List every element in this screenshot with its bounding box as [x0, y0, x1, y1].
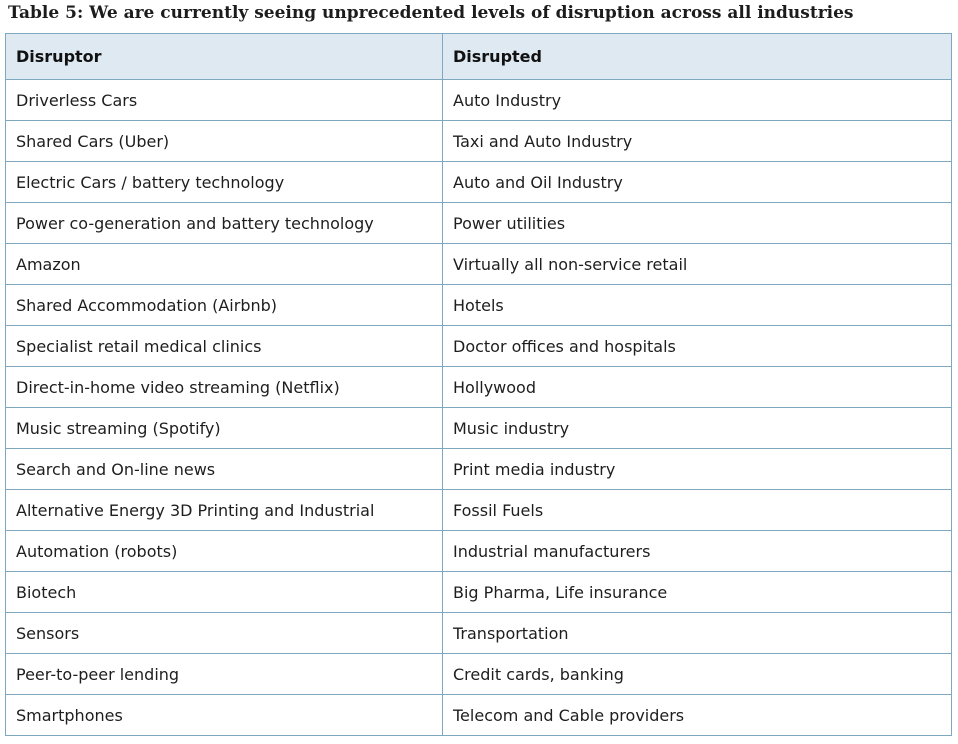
table-row: [6, 162, 952, 203]
disruptor-cell: Specialist retail medical clinics: [6, 326, 443, 367]
table-header-row: [6, 34, 952, 80]
disrupted-cell: Virtually all non-service retail: [443, 244, 952, 285]
table-row: [6, 654, 952, 695]
table-caption: Table 5: We are currently seeing unprecedented levels of disruption across all industries: [8, 3, 854, 23]
table-row: [6, 531, 952, 572]
table-row: [6, 80, 952, 121]
table-row: [6, 367, 952, 408]
disruptor-cell: Shared Cars (Uber): [6, 121, 443, 162]
disruptor-cell: Peer-to-peer lending: [6, 654, 443, 695]
table-row: [6, 449, 952, 490]
disrupted-cell: Print media industry: [443, 449, 952, 490]
disruptor-cell: Smartphones: [6, 695, 443, 736]
disruptor-cell: Driverless Cars: [6, 80, 443, 121]
table-row: [6, 490, 952, 531]
disrupted-cell: Fossil Fuels: [443, 490, 952, 531]
table-row: [6, 408, 952, 449]
column-header-disruptor: Disruptor: [6, 34, 443, 80]
disrupted-cell: Hollywood: [443, 367, 952, 408]
disruptor-cell: Power co-generation and battery technology: [6, 203, 443, 244]
disrupted-cell: Music industry: [443, 408, 952, 449]
disrupted-cell: Big Pharma, Life insurance: [443, 572, 952, 613]
table-row: [6, 572, 952, 613]
disrupted-cell: Credit cards, banking: [443, 654, 952, 695]
table-row: [6, 285, 952, 326]
disrupted-cell: Taxi and Auto Industry: [443, 121, 952, 162]
table-row: [6, 326, 952, 367]
disrupted-cell: Telecom and Cable providers: [443, 695, 952, 736]
disrupted-cell: Transportation: [443, 613, 952, 654]
disruptor-cell: Electric Cars / battery technology: [6, 162, 443, 203]
disruptor-cell: Direct-in-home video streaming (Netflix): [6, 367, 443, 408]
disruption-table: [5, 33, 952, 736]
disruptor-cell: Amazon: [6, 244, 443, 285]
disruptor-cell: Alternative Energy 3D Printing and Industrial: [6, 490, 443, 531]
disruptor-cell: Biotech: [6, 572, 443, 613]
disrupted-cell: Auto and Oil Industry: [443, 162, 952, 203]
disrupted-cell: Industrial manufacturers: [443, 531, 952, 572]
disrupted-cell: Power utilities: [443, 203, 952, 244]
table-row: [6, 695, 952, 736]
disruptor-cell: Automation (robots): [6, 531, 443, 572]
disruptor-cell: Music streaming (Spotify): [6, 408, 443, 449]
disruptor-cell: Search and On-line news: [6, 449, 443, 490]
disruptor-cell: Shared Accommodation (Airbnb): [6, 285, 443, 326]
disrupted-cell: Hotels: [443, 285, 952, 326]
table-row: [6, 121, 952, 162]
disruptor-cell: Sensors: [6, 613, 443, 654]
column-header-disrupted: Disrupted: [443, 34, 952, 80]
disrupted-cell: Auto Industry: [443, 80, 952, 121]
table-row: [6, 613, 952, 654]
table-row: [6, 244, 952, 285]
table-row: [6, 203, 952, 244]
disrupted-cell: Doctor offices and hospitals: [443, 326, 952, 367]
